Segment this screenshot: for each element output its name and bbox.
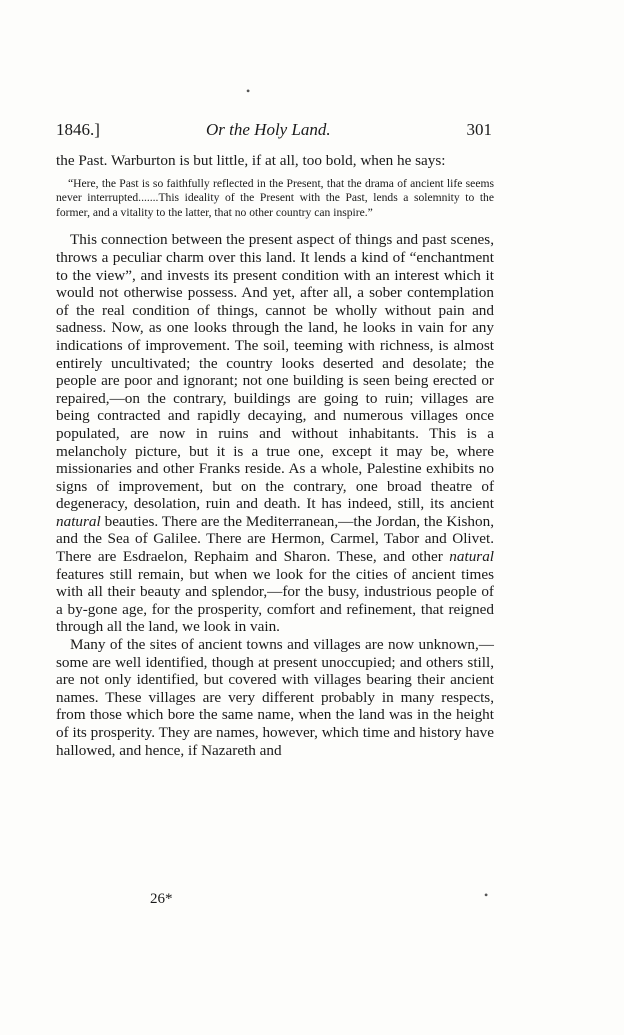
signature-mark: 26* (150, 891, 173, 907)
block-quote: “Here, the Past is so faithfully reflected in the Present, that the drama of ancient life seems never interrupted.......This ideality of the Present with the Past, lends a solemnity to the former, and a vitality to the latter, that no other country can inspire.” (56, 176, 494, 219)
paragraph-text: beauties. There are the Mediterranean,—the Jordan, the Kishon, and the Sea of Galilee. There are Hermon, Carmel, Tabor and Olivet. There are Esdraelon, Rephaim and Sharon. These, and other (56, 512, 494, 566)
paragraph-intro: the Past. Warburton is but little, if at all, too bold, when he says: (56, 152, 446, 169)
paragraph-text: This connection between the present aspect of things and past scenes, throws a peculiar charm over this land. It lends a kind of “enchantment to the view”, and invests its present condition with an interest which it would not otherwise possess. And yet, after all, a sober contemplation of the real condition of things, cannot be wholly without pain and sadness. Now, as one looks through the land, he looks in vain for any indications of improvement. The soil, teeming with richness, is almost entirely uncultivated; the country looks deserted and desolate; the people are poor and ignorant; not one building is seen being erected or repaired,—on the contrary, buildings are going to ruin; villages are being contracted and rapidly decaying, and numerous villages once populated, are now in ruins and without inhabitants. This is a melancholy picture, but it is a true one, except it may be, where missionaries and other Franks reside. As a whole, Palestine exhibits no signs of improvement, but on the contrary, one broad theatre of degeneracy, desolation, ruin and death. It has indeed, still, its ancient (56, 231, 494, 513)
header-year: 1846.] (56, 120, 100, 139)
italic-word: natural (56, 512, 101, 530)
printer-mark-bottom: • (484, 888, 489, 902)
header-running-title: Or the Holy Land. (206, 120, 331, 139)
paragraph-connection (56, 231, 494, 636)
printer-mark-top: • (246, 84, 251, 98)
running-header (56, 120, 492, 140)
paragraph-text: features still remain, but when we look for the cities of ancient times with all their beauty and splendor,—for the busy, industrious people of a by-gone age, for the prosperity, comfort and refinement, that reigned through all the land, we look in vain. (56, 565, 494, 636)
paragraph-sites: Many of the sites of ancient towns and villages are now unknown,—some are well identified, though at present unoccupied; and others still, are not only identified, but covered with villages bearing their ancient names. These villages are very different probably in many respects, from those which bore the same name, when the land was in the height of its prosperity. They are names, however, which time and history have hallowed, and hence, if Nazareth and (56, 636, 494, 759)
italic-word: natural (449, 548, 495, 566)
page-body (56, 152, 494, 759)
page-number: 301 (466, 120, 492, 139)
